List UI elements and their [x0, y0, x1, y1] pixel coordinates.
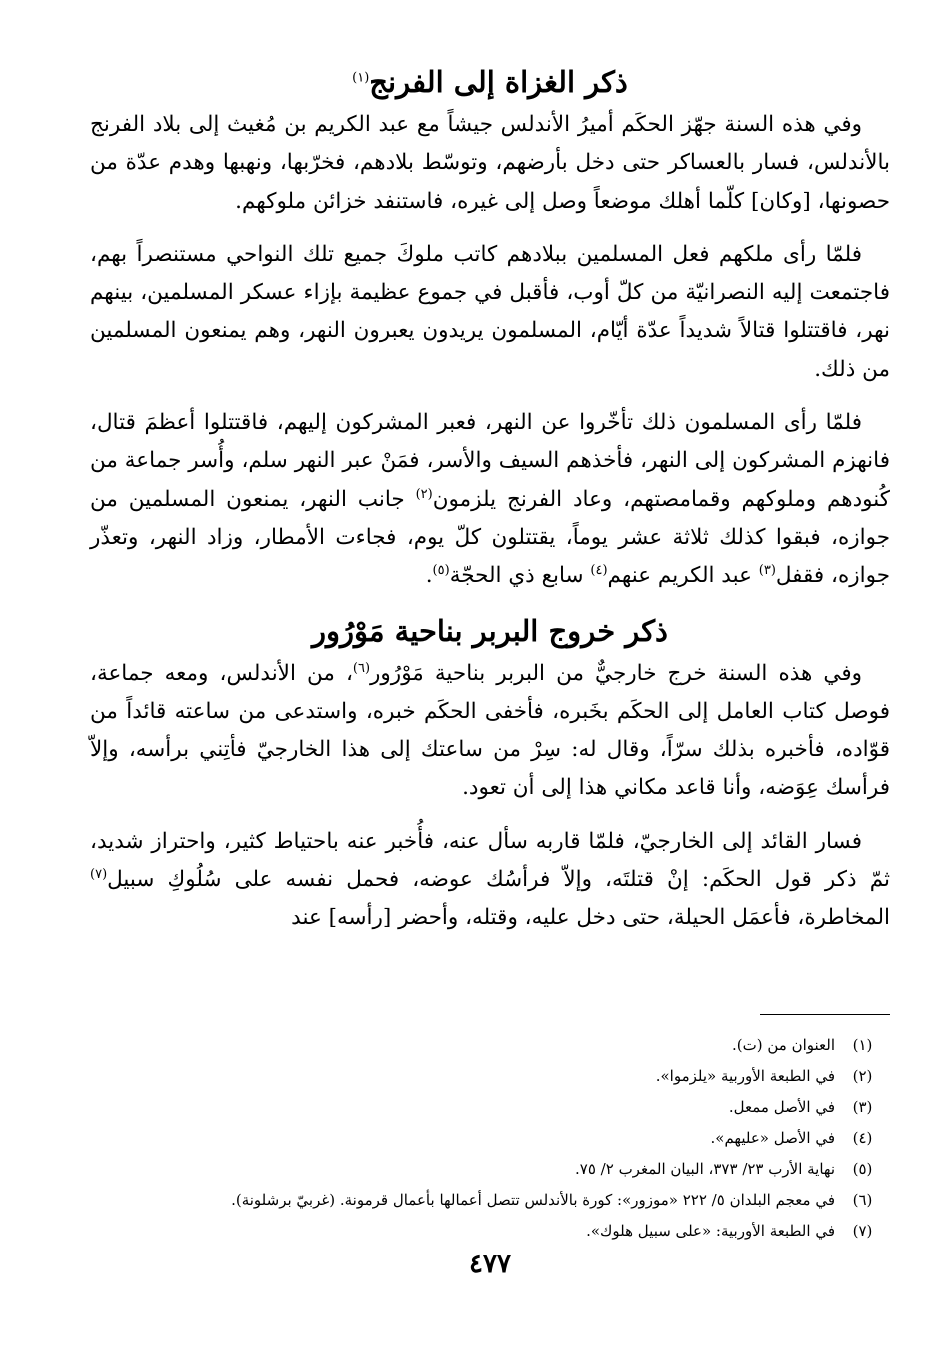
paragraph-text: ، من الأندلس، ومعه جماعة، فوصل كتاب العامل إلى الحكَم بخَبره، فأخفى الحكَم خبره، واستدعى من ساعته قائداً من قوّاده، فأخبره بذلك سرّاً، وقال له: سِرْ من ساعتك إلى هذا الخارجيّ فأتِني برأسه، وإلاّ فرأسك عِوَضه، وأنا قاعد مكاني هذا إلى أن تعود.: [90, 660, 890, 801]
footnote-number: (١): [852, 1036, 873, 1054]
footnote-text: في الأصل ممعل.: [728, 1098, 835, 1116]
footnote-text: في معجم البلدان ٥/ ٢٢٢ «موزور»: كورة بالأندلس تتصل أعمالها بأعمال قرمونة. (غربيّ برشلونة).: [231, 1191, 835, 1209]
footnote-item: [90, 1092, 890, 1123]
footnote-item: [90, 1030, 890, 1061]
footnote-item: [90, 1061, 890, 1092]
footnote-number: (٧): [852, 1222, 873, 1240]
paragraph: فلمّا رأى ملكهم فعل المسلمين ببلادهم كاتب ملوكَ جميع تلك النواحي مستنصراً بهم، فاجتمعت إليه النصرانيّة من كلّ أوب، فأقبل في جموع عظيمة بإزاء عسكر المسلمين، بينهم نهر، فاقتتلوا قتالاً شديداً عدّة أيّام، المسلمون يريدون يعبرون النهر، وهم يمنعون المسلمين من ذلك.: [90, 241, 890, 382]
paragraph-text: جانب النهر، يمنعون المسلمين من جوازه، فبقوا كذلك ثلاثة عشر يوماً، يقتتلون كلّ يوم، فجاءت الأمطار، وزاد النهر، وتعذّر جوازه، فقفل: [90, 486, 890, 589]
section-heading-text: ذكر الغزاة إلى الفرنج: [369, 65, 628, 99]
paragraph-text: فلمّا رأى المسلمون ذلك تأخّروا عن النهر، فعبر المشركون إليهم، فاقتتلوا أعظمَ قتال، فانهزم المشركون إلى النهر، فأخذهم السيف والأسر، فمَنْ عبر النهر سلم، وأُسر جماعة من كُنودهم وملوكهم وقمامصتهم، وعاد الفرنج يلزمون: [90, 410, 890, 512]
footnote-ref: (٧): [90, 866, 108, 882]
section-heading-berber: ذكر خروج البربر بناحية مَوْرُور: [312, 613, 668, 648]
footnote-ref: (٦): [352, 660, 371, 676]
paragraph: [90, 404, 890, 595]
footnote-ref: (٣): [758, 563, 776, 579]
footnote-item: [90, 1216, 890, 1247]
book-page: [90, 62, 890, 1352]
paragraph: [90, 655, 890, 808]
footnote-number: (٣): [852, 1098, 873, 1116]
footnote-list: [90, 1030, 890, 1247]
footnote-text: العنوان من (ت).: [731, 1036, 835, 1054]
footnote-item: [90, 1185, 890, 1216]
paragraph-text: المخاطرة، فأعمَل الحيلة، حتى دخل عليه، وقتله، وأحضر [رأسه] عند: [291, 905, 890, 931]
paragraph-text: وفي هذه السنة خرج خارجيٌّ من البربر بناحية مَوْرُور: [370, 660, 863, 686]
paragraph-text: فسار القائد إلى الخارجيّ، فلمّا قاربه سأل عنه، فأُخبر عنه باحتياط كثير، واحتراز شديد، ثمّ ذكر قول الحكَم: إنْ قتلتَه، وإلاّ فرأسُك عوضه، فحمل نفسه على سُلُوكِ سبيل: [90, 828, 890, 893]
footnote-number: (٥): [852, 1160, 873, 1178]
footnote-text: في الطبعة الأوربية: «على سبيل هلوك».: [586, 1222, 835, 1240]
footnote-item: [90, 1154, 890, 1185]
footnote-text: في الأصل «عليهم».: [710, 1129, 835, 1147]
paragraph-text: .: [425, 563, 433, 589]
section-heading-crusade: [90, 62, 890, 102]
footnote-divider: [760, 1014, 890, 1015]
footnote-number: (٦): [852, 1191, 873, 1209]
paragraph-text: عبد الكريم عنهم: [607, 563, 759, 589]
footnote-text: نهاية الأرب ٢٣/ ٣٧٣، البيان المغرب ٢/ ٧٥.: [575, 1160, 835, 1178]
footnote-ref: (٢): [415, 486, 433, 502]
footnote-item: [90, 1123, 890, 1154]
paragraph: وفي هذه السنة جهّز الحكَم أميرُ الأندلس جيشاً مع عبد الكريم بن مُغيث إلى بلاد الفرنج بالأندلس، فسار بالعساكر حتى دخل بأرضهم، وتوسّط بلادهم، فخرّبها، ونهبها وهدم عدّة من حصونها، [وكان] كلّما أهلك موضعاً وصل إلى غيره، فاستنفد خزائن ملوكهم.: [90, 112, 890, 214]
footnote-ref: (٥): [432, 563, 450, 579]
footnote-ref: (١): [352, 70, 370, 86]
paragraph-text: سابع ذي الحجّة: [449, 563, 591, 589]
page-number: ٤٧٧: [469, 1249, 511, 1279]
footnote-number: (٢): [852, 1067, 873, 1085]
footnote-number: (٤): [852, 1129, 873, 1147]
paragraph: [90, 823, 890, 938]
footnote-ref: (٤): [590, 563, 608, 579]
footnote-text: في الطبعة الأوربية «يلزموا».: [655, 1067, 835, 1085]
